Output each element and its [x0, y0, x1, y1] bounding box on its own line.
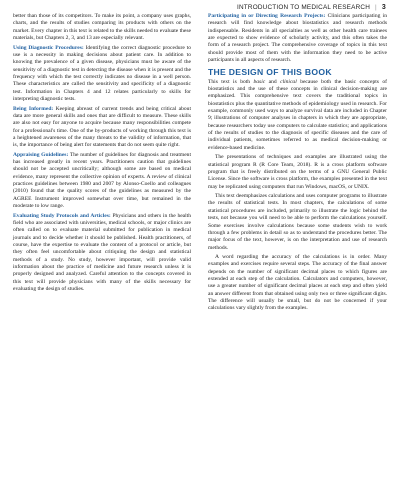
page-number: 3 — [381, 4, 386, 11]
paragraph-evaluating-protocols — [13, 213, 191, 294]
paragraph-text: Identifying the correct diagnostic procedure to use is a necessity in making decisions about patient care. In addition to knowing the prevalence of a given disease, physicians must be aware of the sensitivity of a diagnostic test in detecting the disease when it is present and the frequency with which the test correctly indicates no disease in a well person. These characteristics are called the sensitivity and specificity of a diagnostic test. Information in Chapters 4 and 12 relates particularly to skills for interpreting diagnostic tests. — [13, 44, 191, 102]
paragraph-continued: better than those of its competitors. To make its point, a company uses graphs, charts, and the results of studies comparing its products with others on the market. Every chapter in this text is related to the skills needed to evaluate these materials, but Chapters 2, 3, and 13 are especially relevant. — [13, 13, 191, 42]
run-in-heading: Being Informed: — [13, 105, 54, 112]
paragraph-text: and — [265, 78, 281, 85]
header-separator: | — [375, 4, 377, 11]
left-column — [13, 13, 191, 296]
run-in-heading: Appraising Guidelines: — [13, 151, 69, 158]
paragraph-text: Clinicians participating in research will find knowledge about biostatistics and research methods indispensable. Residents in all specialties as well as other health care trainees are expected to show evidence of scholarly activity, and this often takes the form of a research project. The comprehensive coverage of topics in this text should provide most of them with the information they need to be active participants in all aspects of research. — [208, 13, 387, 64]
paragraph-calculations: This text deemphasizes calculations and uses computer programs to illustrate the results of statistical tests. In most chapters, the calculations of some statistical procedures are included, primarily to illustrate the logic behind the tests, not because you will need to be able to perform the calculations yourself. Some exercises involve calculations because some students wish to work through a few problems in detail so as to understand the procedures better. The major focus of the text, however, is on the interpretation and use of research methods. — [208, 193, 387, 251]
run-in-heading: Participating in or Directing Research Projects: — [208, 13, 326, 19]
paragraph-text: The number of guidelines for diagnosis and treatment has increased greatly in recent years. Practitioners caution that guidelines should not be accepted uncritically; although some are based on medical evidence, many represent the collective opinion of experts. A review of clinical practices guidelines between 1980 and 2007 by Alonso-Coello and colleagues (2010) found that the quality scores of the guidelines as measured by the AGREE Instrument improved somewhat over time, but remained in the moderate to low range. — [13, 151, 191, 210]
paragraph-appraising-guidelines — [13, 152, 191, 211]
paragraph-text: Keeping abreast of current trends and being critical about data are more general skills and ones that are difficult to measure. These skills are also not easy for anyone to acquire because many responsibilities compete for a professional's time. One of the by-products of working through this text is a heightened awareness of the many threats to the validity of information, that is, the importance of being alert for statements that do not seem quite right. — [13, 105, 191, 149]
paragraph-text: because both the basic concepts of biostatistics and the use of these concepts in clinical decision-making are emphasized. This comprehensive text covers the traditional topics in biostatistics plus the quantitative methods of epidemiology used in research. For example, commonly used ways to analyze survival data are included in Chapter 9; illustrations of computer analyses in chapters in which they are appropriate, because researchers today use computers to calculate statistics; and applications of the results of studies to the diagnosis of specific diseases and the care of individual patients, sometimes referred to as medical decision-making or evidence-based medicine. — [208, 78, 387, 151]
run-in-heading: Evaluating Study Protocols and Articles: — [13, 212, 111, 219]
paragraph-research-projects — [208, 13, 387, 64]
paragraph-diagnostic-procedures — [13, 45, 191, 104]
paragraph-text: Physicians and others in the health field who are associated with universities, medical schools, or major clinics are often called on to evaluate material submitted for publication in medical journals and to decide whether it should be published. Health practitioners, of course, have the expertise to evaluate the content of a protocol or article, but they often feel uncomfortable about critiquing the design and statistical methods of a study. No study, however important, will provide valid information about the practice of medicine and future research unless it is properly designed and analyzed. Careful attention to the concepts covered in this text will provide physicians with many of the skills necessary for evaluating the design of studies. — [13, 212, 192, 293]
right-column — [208, 13, 387, 315]
paragraph-basic-clinical — [208, 79, 387, 152]
paragraph-text: This text is both — [208, 78, 254, 85]
section-heading: THE DESIGN OF THIS BOOK — [208, 66, 332, 77]
emphasis-clinical: clinical — [280, 78, 297, 85]
run-in-heading: Using Diagnostic Procedures: — [13, 44, 84, 51]
paragraph-accuracy: A word regarding the accuracy of the calculations is in order. Many examples and exercises require several steps. The accuracy of the final answer depends on the number of significant decimal places to which figures are extended at each step of the calculation. Calculators and computers, however, use a greater number of significant decimal places at each step and often yield an answer different from that obtained using only two or three significant digits. The difference will usually be small, but do not be concerned if your calculations vary slightly from the examples. — [208, 254, 387, 312]
emphasis-basic: basic — [253, 78, 266, 85]
running-header — [237, 4, 386, 11]
running-head-title: INTRODUCTION TO MEDICAL RESEARCH — [236, 4, 371, 11]
paragraph-being-informed — [13, 106, 191, 150]
paragraph-r-software: The presentations of techniques and examples are illustrated using the statistical program R (R Core Team, 2018). R is a cross platform software program that is freely distributed on the terms of a GNU General Public License. Since the software is cross platform, the examples presented in the text may be replicated using computers that run Windows, macOS, or UNIX. — [208, 154, 387, 190]
